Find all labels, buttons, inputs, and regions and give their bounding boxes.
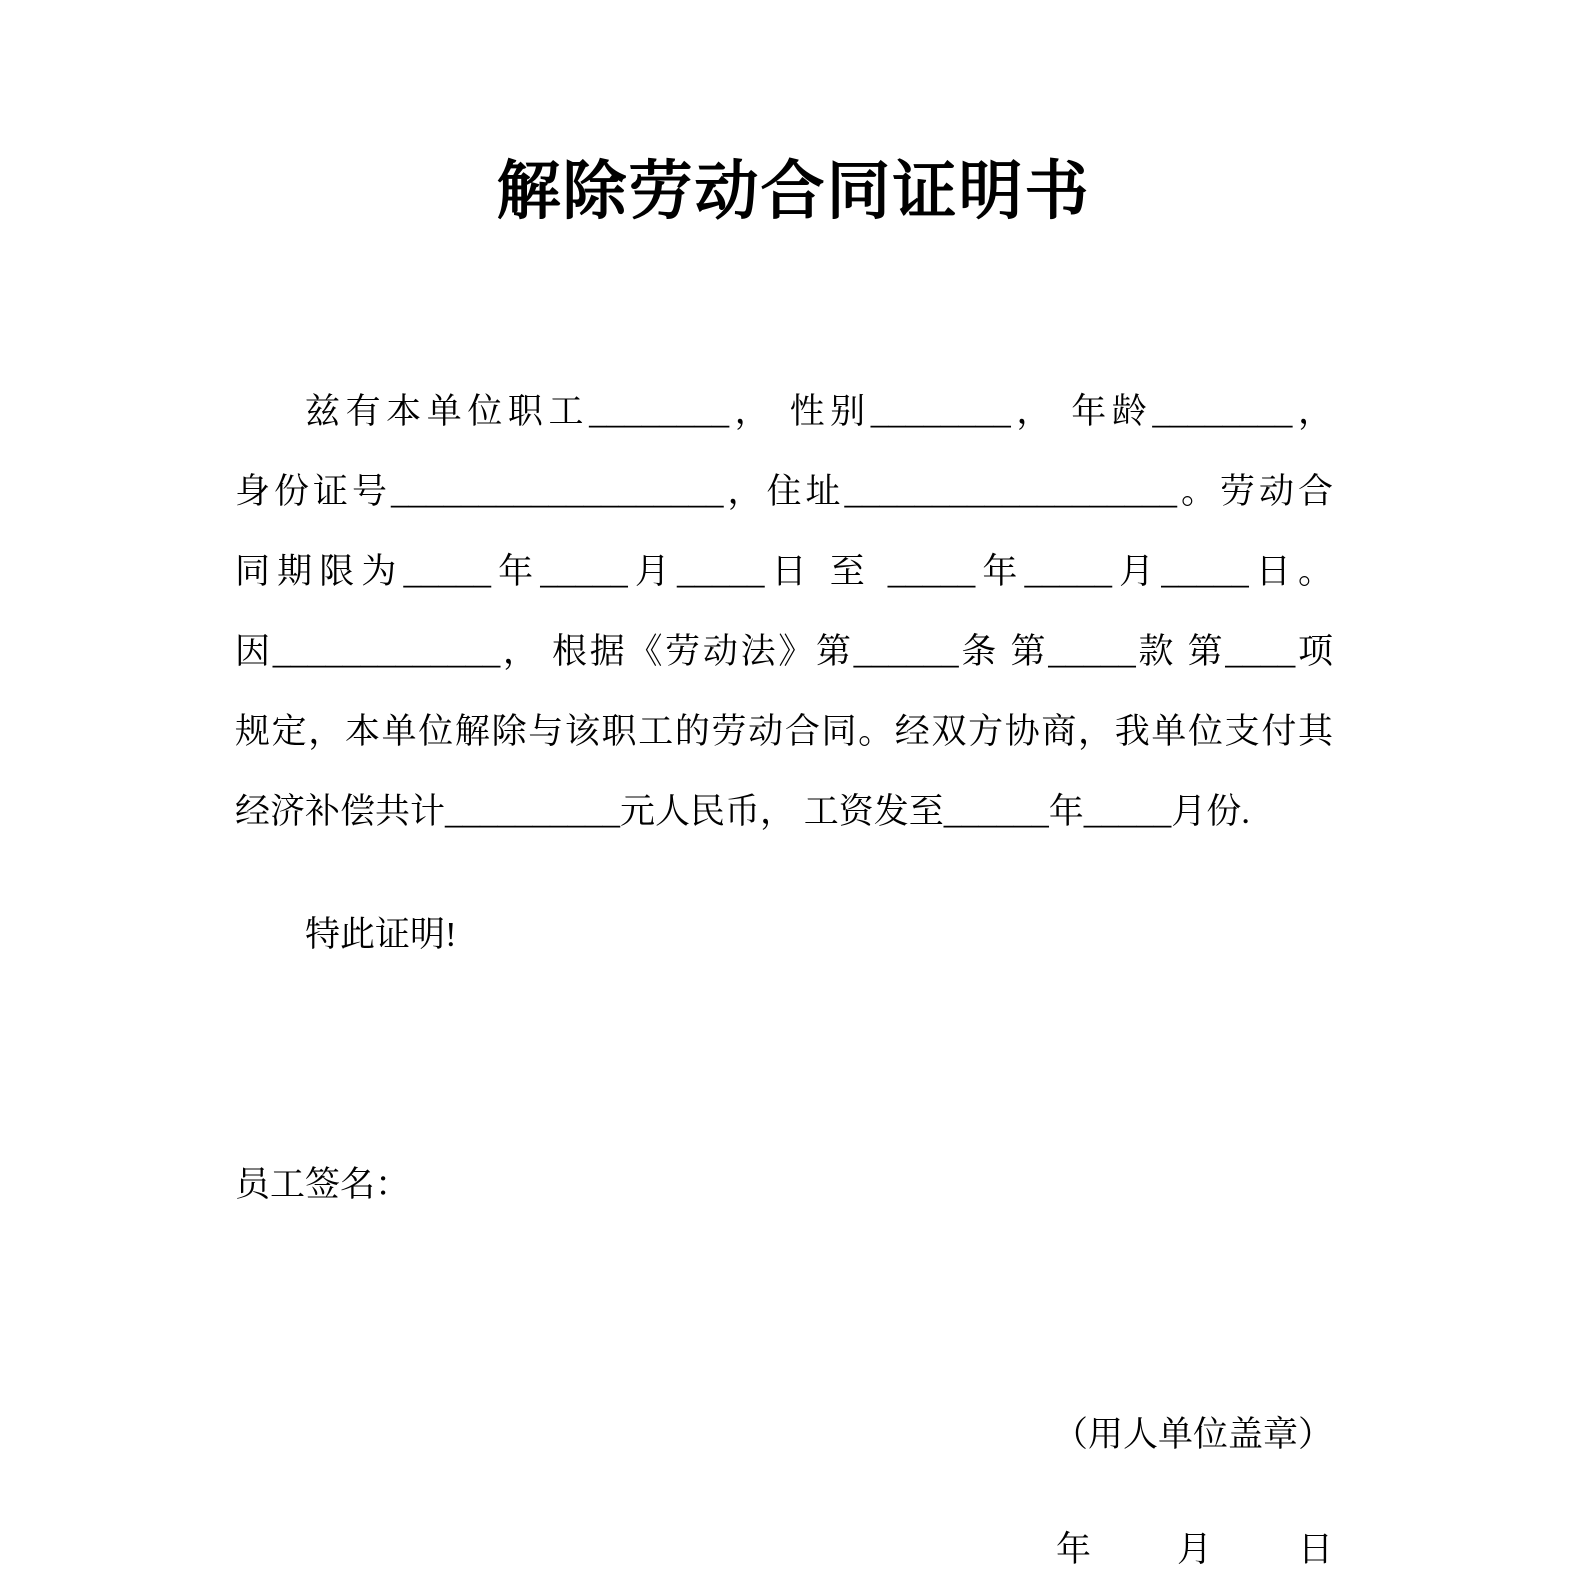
body-paragraph [235, 372, 1333, 852]
date-month-label: 月 [1176, 1530, 1212, 1569]
paragraph-line-contract-term: 同期限为_____年_____月_____日 至 _____年_____月_____日。 [235, 552, 1333, 591]
paragraph-line-employee-name-sex-age: 兹有本单位职工________， 性别________， 年龄________， [305, 392, 1333, 431]
paragraph-line-termination-statement: 规定，本单位解除与该职工的劳动合同。经双方协商，我单位支付其 [235, 712, 1333, 751]
paragraph-line-id-address: 身份证号___________________，住址___________________。劳动合 [235, 472, 1333, 511]
date-day-label: 日 [1297, 1530, 1333, 1569]
closing-statement: 特此证明! [305, 915, 457, 954]
paragraph-line-compensation: 经济补偿共计__________元人民币， 工资发至______年_____月份. [235, 792, 1251, 831]
paragraph-line-legal-basis: 因_____________， 根据《劳动法》第______条 第_____款 第____项 [235, 632, 1333, 671]
stamp-date-line [235, 1512, 1333, 1588]
date-year-label: 年 [1055, 1530, 1091, 1569]
employer-seal-label: （用人单位盖章） [1052, 1415, 1333, 1454]
employee-signature-label: 员工签名： [235, 1165, 411, 1204]
document-title: 解除劳动合同证明书 [496, 156, 1091, 227]
